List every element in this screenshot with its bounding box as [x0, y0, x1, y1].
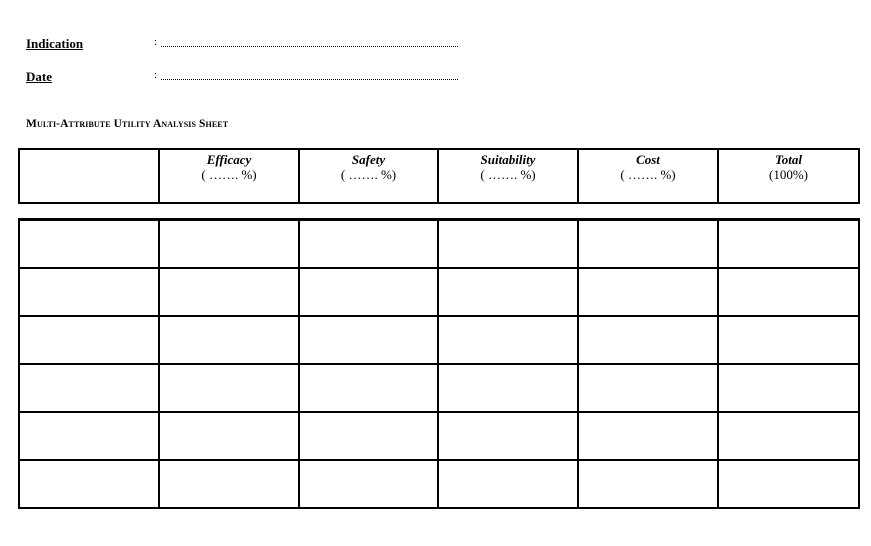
- total-cell[interactable]: [718, 412, 859, 460]
- indication-label: Indication: [26, 36, 84, 51]
- safety-label: Safety: [351, 152, 386, 167]
- criteria-header-table: [18, 148, 860, 204]
- total-cell[interactable]: [718, 268, 859, 316]
- safety-cell[interactable]: [299, 220, 438, 269]
- suitability-cell[interactable]: [438, 316, 578, 364]
- total-cell[interactable]: [718, 220, 859, 269]
- cost-label: Cost: [636, 152, 660, 167]
- efficacy-weight[interactable]: ( ……. %): [201, 167, 257, 182]
- table-row: [19, 268, 859, 316]
- suitability-cell[interactable]: [438, 220, 578, 269]
- efficacy-cell[interactable]: [159, 364, 299, 412]
- header-cell-total: [718, 149, 859, 203]
- total-cell[interactable]: [718, 364, 859, 412]
- header-cell-suitability: [438, 149, 578, 203]
- suitability-weight[interactable]: ( ……. %): [480, 167, 536, 182]
- option-cell[interactable]: [19, 220, 159, 269]
- date-field: [26, 69, 466, 89]
- date-colon: :: [154, 69, 158, 81]
- efficacy-cell[interactable]: [159, 460, 299, 508]
- option-cell[interactable]: [19, 364, 159, 412]
- safety-weight[interactable]: ( ……. %): [340, 167, 397, 182]
- safety-cell[interactable]: [299, 460, 438, 508]
- suitability-cell[interactable]: [438, 364, 578, 412]
- option-cell[interactable]: [19, 316, 159, 364]
- table-row: [19, 316, 859, 364]
- total-weight: (100%): [769, 167, 808, 182]
- option-cell[interactable]: [19, 460, 159, 508]
- option-cell[interactable]: [19, 268, 159, 316]
- indication-field: [26, 36, 466, 56]
- indication-input-line[interactable]: [161, 46, 458, 47]
- cost-cell[interactable]: [578, 316, 718, 364]
- cost-cell[interactable]: [578, 268, 718, 316]
- safety-cell[interactable]: [299, 268, 438, 316]
- safety-cell[interactable]: [299, 412, 438, 460]
- safety-cell[interactable]: [299, 364, 438, 412]
- total-cell[interactable]: [718, 316, 859, 364]
- suitability-cell[interactable]: [438, 268, 578, 316]
- cost-cell[interactable]: [578, 460, 718, 508]
- suitability-cell[interactable]: [438, 460, 578, 508]
- cost-cell[interactable]: [578, 364, 718, 412]
- table-row: [19, 460, 859, 508]
- option-cell[interactable]: [19, 412, 159, 460]
- efficacy-cell[interactable]: [159, 268, 299, 316]
- total-cell[interactable]: [718, 460, 859, 508]
- cost-cell[interactable]: [578, 412, 718, 460]
- table-row: [19, 412, 859, 460]
- indication-colon: :: [154, 36, 158, 48]
- date-label: Date: [26, 69, 52, 84]
- scoring-table: [18, 218, 860, 509]
- cost-weight[interactable]: ( ……. %): [620, 167, 676, 182]
- efficacy-cell[interactable]: [159, 412, 299, 460]
- header-cell-safety: [299, 149, 438, 203]
- suitability-cell[interactable]: [438, 412, 578, 460]
- efficacy-cell[interactable]: [159, 220, 299, 269]
- sheet-title: Multi-Attribute Utility Analysis Sheet: [26, 118, 229, 130]
- header-cell-cost: [578, 149, 718, 203]
- safety-cell[interactable]: [299, 316, 438, 364]
- efficacy-label: Efficacy: [206, 152, 252, 167]
- suitability-label: Suitability: [480, 152, 536, 167]
- header-cell-efficacy: [159, 149, 299, 203]
- header-cell-blank: [19, 149, 159, 203]
- cost-cell[interactable]: [578, 220, 718, 269]
- total-label: Total: [775, 152, 802, 167]
- table-row: [19, 220, 859, 269]
- table-row: [19, 364, 859, 412]
- efficacy-cell[interactable]: [159, 316, 299, 364]
- date-input-line[interactable]: [161, 79, 458, 80]
